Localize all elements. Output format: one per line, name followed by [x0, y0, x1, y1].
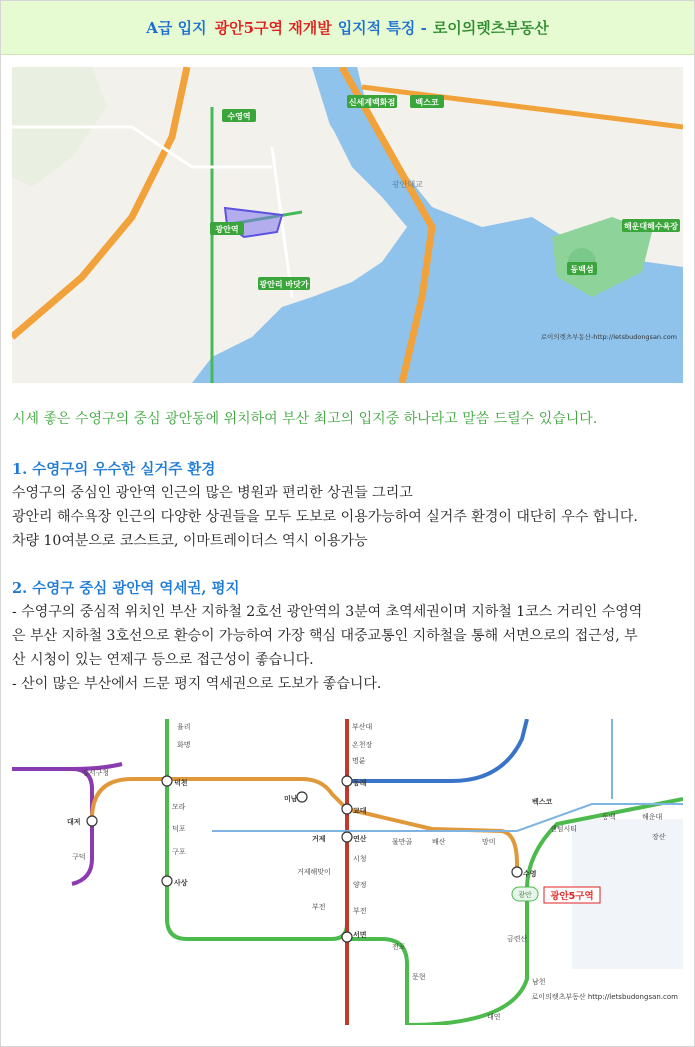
label-gupo: 구포	[172, 848, 186, 856]
subway-map-image	[12, 719, 683, 1025]
label-yulli: 율리	[177, 723, 191, 731]
section1-body	[12, 481, 684, 553]
intro-text: 시세 좋은 수영구의 중심 광안동에 위치하여 부산 최고의 입지중 하나라고 말씀 드릴수 있습니다.	[12, 411, 598, 427]
label-onchon: 온천장	[352, 741, 373, 749]
label-bridge: 광안대교	[392, 180, 423, 189]
label-mulmangol: 물만골	[392, 838, 413, 846]
label-gudeok: 구덕	[72, 853, 86, 861]
label-myeongnyun: 명륜	[352, 757, 366, 765]
section1-line: 수영구의 중심인 광안역 인근의 많은 병원과 편리한 상권들 그리고	[12, 485, 413, 501]
label-jangsan: 장산	[652, 833, 666, 841]
section1-line: 차량 10여분으로 코스트코, 이마트레이더스 역시 이용가능	[12, 533, 368, 549]
label-deokpo: 덕포	[172, 825, 186, 833]
title-project: 광안5구역 재개발	[214, 19, 332, 37]
area-map-image	[12, 67, 683, 383]
label-gangseo: 강서구청	[82, 769, 110, 777]
station-seomyeon	[342, 932, 352, 942]
label-gyodae: 교대	[353, 807, 367, 815]
label-sijeong: 시청	[353, 855, 367, 863]
label-busan: 부전	[312, 903, 326, 911]
label-munhyeon: 문현	[412, 973, 426, 981]
section2-line: - 수영구의 중심적 위치인 부산 지하철 2호선 광안역의 3분여 초역세권이며 지하철 1코스 거리인 수영역	[12, 604, 643, 620]
title-grade: A급 입지	[146, 19, 207, 37]
station-deokcheon	[162, 776, 172, 786]
section1-title: 1. 수영구의 우수한 실거주 환경	[12, 461, 216, 478]
map2-watermark: 로이의렛츠부동산 http://letsbudongsan.com	[531, 993, 678, 1001]
label-centum: 센텀시티	[550, 825, 578, 833]
label-hwamyeong: 화명	[177, 741, 191, 749]
label-deokcheon: 덕천	[174, 779, 188, 787]
label-bexco: 벡스코	[532, 798, 553, 806]
label-sasang: 사상	[174, 879, 188, 887]
station-daejeo	[87, 816, 97, 826]
title-topic: 입지적 특징 -	[337, 19, 427, 37]
post-title-banner	[1, 1, 694, 55]
label-daejeo: 대저	[67, 818, 81, 826]
section2-body	[12, 600, 684, 696]
label-suyeong: 수영역	[227, 112, 251, 121]
label-mora: 모라	[172, 803, 186, 811]
label-beach: 광안리 바닷가	[259, 280, 309, 289]
label-geumnyeonsan: 금련산	[507, 935, 528, 943]
label-geoje-hosp: 거제해맞이	[297, 868, 331, 876]
label-baesan: 배산	[432, 838, 446, 846]
map1-watermark: 로이의렛츠부동산-http://letsbudongsan.com	[540, 333, 677, 341]
label-bukmyeon: 부산대	[352, 723, 373, 731]
section2-line: - 산이 많은 부산에서 드문 평지 역세권으로 도보가 좋습니다.	[12, 676, 382, 692]
label-geoje: 거제	[312, 835, 326, 843]
label-dongbaek: 동백	[602, 813, 616, 821]
label-gwangan: 광안역	[215, 225, 239, 234]
label-dongbaek: 동백섬	[570, 265, 594, 274]
label-suyeong: 수영	[523, 870, 537, 878]
section2-line: 은 부산 지하철 3호선으로 환승이 가능하여 가장 핵심 대중교통인 지하철을 통해 서면으로의 접근성, 부	[12, 628, 638, 644]
label-daeyeon: 대연	[487, 1013, 501, 1021]
section1-line: 광안리 해수욕장 인근의 다양한 상권들을 모두 도보로 이용가능하여 실거주 환경이 대단히 우수 합니다.	[12, 509, 638, 525]
label-bexco: 벡스코	[415, 98, 439, 107]
label-bujeon: 부전	[353, 907, 367, 915]
label-mangmi: 망미	[482, 838, 496, 846]
station-dongnae	[342, 776, 352, 786]
label-jeonpo: 전포	[392, 943, 406, 951]
label-shinsegae: 신세계백화점	[348, 98, 396, 107]
label-yangjeong: 양정	[353, 881, 367, 889]
section2-line: 산 시청이 있는 연제구 등으로 접근성이 좋습니다.	[12, 652, 314, 668]
label-haeundae: 해운대해수욕장	[623, 222, 679, 231]
highlight-gwangan5: 광안5구역	[550, 891, 594, 902]
label-gwangan: 광안	[518, 891, 532, 899]
label-yeonsan: 연산	[353, 835, 367, 843]
section2-title: 2. 수영구 중심 광안역 역세권, 평지	[12, 580, 240, 597]
label-seomyeon: 서면	[353, 931, 367, 939]
label-haeundae: 해운대	[642, 813, 663, 821]
station-suyeong	[512, 867, 522, 877]
station-sasang	[162, 876, 172, 886]
label-dongnae: 동래	[353, 779, 367, 787]
label-minam: 미남	[284, 795, 298, 803]
station-yeonsan	[342, 832, 352, 842]
title-author: 로이의렛츠부동산	[432, 19, 549, 37]
station-gyodae	[342, 804, 352, 814]
label-namcheon: 남천	[532, 978, 546, 986]
station-minam	[297, 792, 307, 802]
